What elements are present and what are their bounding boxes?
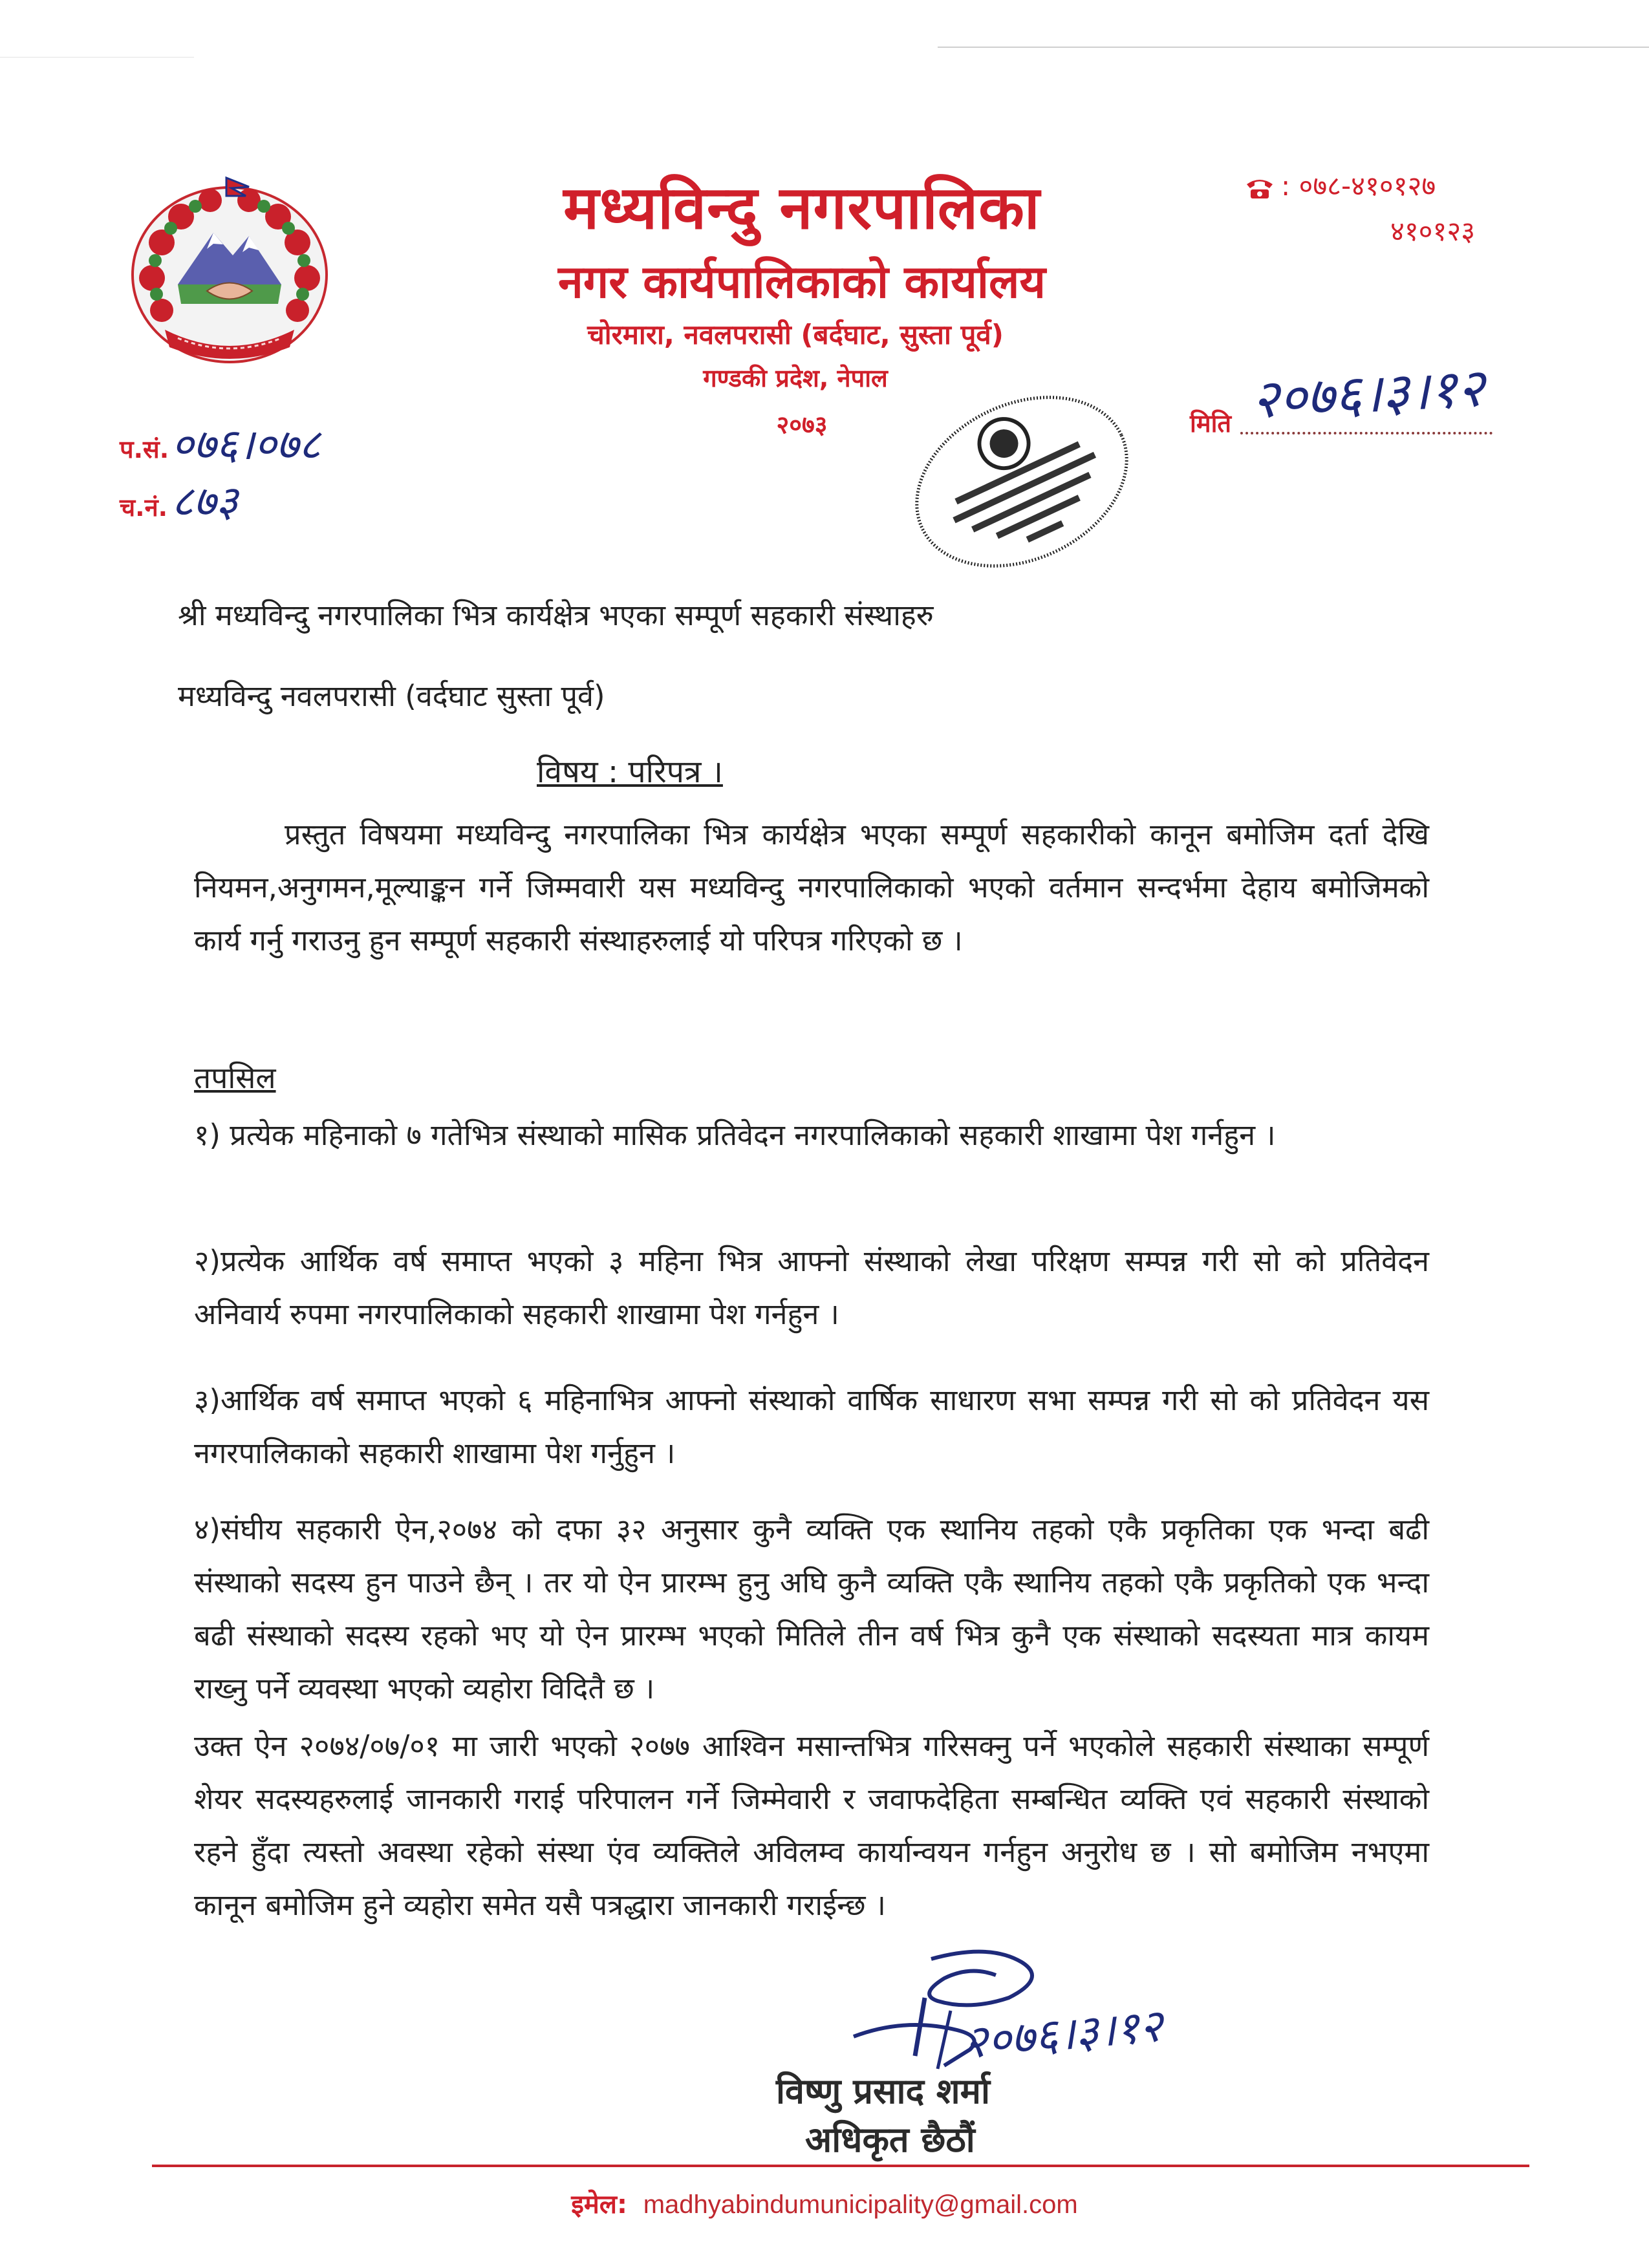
point-3: ३)आर्थिक वर्ष समाप्त भएको ६ महिनाभित्र आफ्नो संस्थाको वार्षिक साधारण सभा सम्पन्न गरी सो को प्रतिवेदन यस नगरपालिकाको सहकारी शाखामा पेश गर्नुहुन । — [194, 1383, 1429, 1470]
office-name: नगर कार्यपालिकाको कार्यालय — [557, 255, 1046, 308]
point-2: २)प्रत्येक आर्थिक वर्ष समाप्त भएको ३ महिना भित्र आफ्नो संस्थाको लेखा परिक्षण सम्पन्न गरी सो को प्रतिवेदन अनिवार्य रुपमा नगरपालिकाको सहकारी शाखामा पेश गर्नहुन । — [194, 1244, 1429, 1331]
email-label: इमेल: — [571, 2190, 627, 2220]
office-stamp-seal — [899, 378, 1145, 585]
intro-paragraph: प्रस्तुत विषयमा मध्यविन्दु नगरपालिका भित्र कार्यक्षेत्र भएका सम्पूर्ण सहकारीको कानून बमोजिम दर्ता देखि नियमन,अनुगमन,मूल्याङ्कन गर्ने जिम्मवारी यस मध्यविन्दु नगरपालिकाको भएको वर्तमान सन्दर्भमा देहाय बमोजिमको कार्य गर्नु गराउनु हुन सम्पूर्ण सहकारी संस्थाहरुलाई यो परिपत्र गरिएको छ । — [194, 817, 1429, 957]
nepal-emblem-icon — [116, 165, 343, 372]
phone-number-2: ४१०१२३ — [1390, 215, 1476, 247]
telephone-icon — [1245, 177, 1275, 200]
phone-number-1-text: : ०७८-४१०१२७ — [1281, 170, 1436, 202]
signatory-name: विष्णु प्रसाद शर्मा — [776, 2071, 990, 2112]
footer — [0, 2185, 1649, 2221]
footer-divider — [152, 2165, 1529, 2167]
scan-edge-line — [938, 47, 1649, 48]
email-address: madhyabindumunicipality@gmail.com — [643, 2190, 1078, 2219]
date-label: मिति — [1190, 409, 1232, 438]
addressee-line-2: मध्यविन्दु नवलपरासी (वर्दघाट सुस्ता पूर्व) — [178, 679, 605, 713]
office-address: चोरमारा, नवलपरासी (बर्दघाट, सुस्ता पूर्व) — [587, 319, 1004, 350]
phone-number-1 — [1245, 167, 1436, 204]
signature-date: २०७६।३।१२ — [962, 1998, 1165, 2070]
dispatch-number-label: च.नं. — [120, 493, 168, 522]
handwritten-date: २०७६।३।१२ — [1249, 357, 1487, 431]
addressee-line-1: श्री मध्यविन्दु नगरपालिका भित्र कार्यक्षेत्र भएका सम्पूर्ण सहकारी संस्थाहरु — [178, 598, 934, 632]
subject-line: विषय : परिपत्र । — [537, 754, 723, 790]
details-heading: तपसिल — [194, 1060, 276, 1095]
province-line: गण्डकी प्रदेश, नेपाल — [703, 364, 888, 392]
point-4: ४)संघीय सहकारी ऐन,२०७४ को दफा ३२ अनुसार कुनै व्यक्ति एक स्थानिय तहको एकै प्रकृतिका एक भन्दा बढी संस्थाको सदस्य हुन पाउने छैन् । तर यो ऐन प्रारम्भ हुनु अघि कुनै व्यक्ति एकै स्थानिय तहको एकै प्रकृतिको एक भन्दा बढी संस्थाको सदस्य रहको भए यो ऐन प्रारम्भ भएको मितिले तीन वर्ष भित्र कुनै एक संस्थाको सदस्यता मात्र कायम राख्नु पर्ने व्यवस्था भएको व्यहोरा विदितै छ । — [194, 1512, 1429, 1706]
letter-number-label: प.सं. — [120, 435, 169, 464]
letter-number-value: ०७६।०७८ — [171, 420, 321, 469]
established-year: २०७३ — [776, 411, 828, 439]
point-1: १) प्रत्येक महिनाको ७ गतेभित्र संस्थाको मासिक प्रतिवेदन नगरपालिकाको सहकारी शाखामा पेश गर्नहुन । — [194, 1118, 1276, 1152]
dispatch-number-value: ८७३ — [171, 476, 238, 526]
closing-paragraph: उक्त ऐन २०७४/०७/०१ मा जारी भएको २०७७ आश्विन मसान्तभित्र गरिसक्नु पर्ने भएकोले सहकारी संस्थाका सम्पूर्ण शेयर सदस्यहरुलाई जानकारी गराई परिपालन गर्ने जिम्मेवारी र जवाफदेहिता सम्बन्धित व्यक्ति एवं सहकारी संस्थाको रहने हुँदा त्यस्तो अवस्था रहेको संस्था एंव व्यक्तिले अविलम्व कार्यान्वयन गर्नहुन अनुरोध छ । सो बमोजिम नभएमा कानून बमोजिम हुने व्यहोरा समेत यसै पत्रद्धारा जानकारी गराईन्छ । — [194, 1729, 1429, 1922]
scan-edge-line-left — [0, 57, 194, 58]
signatory-title: अधिकृत छैठौं — [805, 2119, 975, 2160]
municipality-title: मध्यविन्दु नगरपालिका — [563, 173, 1040, 242]
